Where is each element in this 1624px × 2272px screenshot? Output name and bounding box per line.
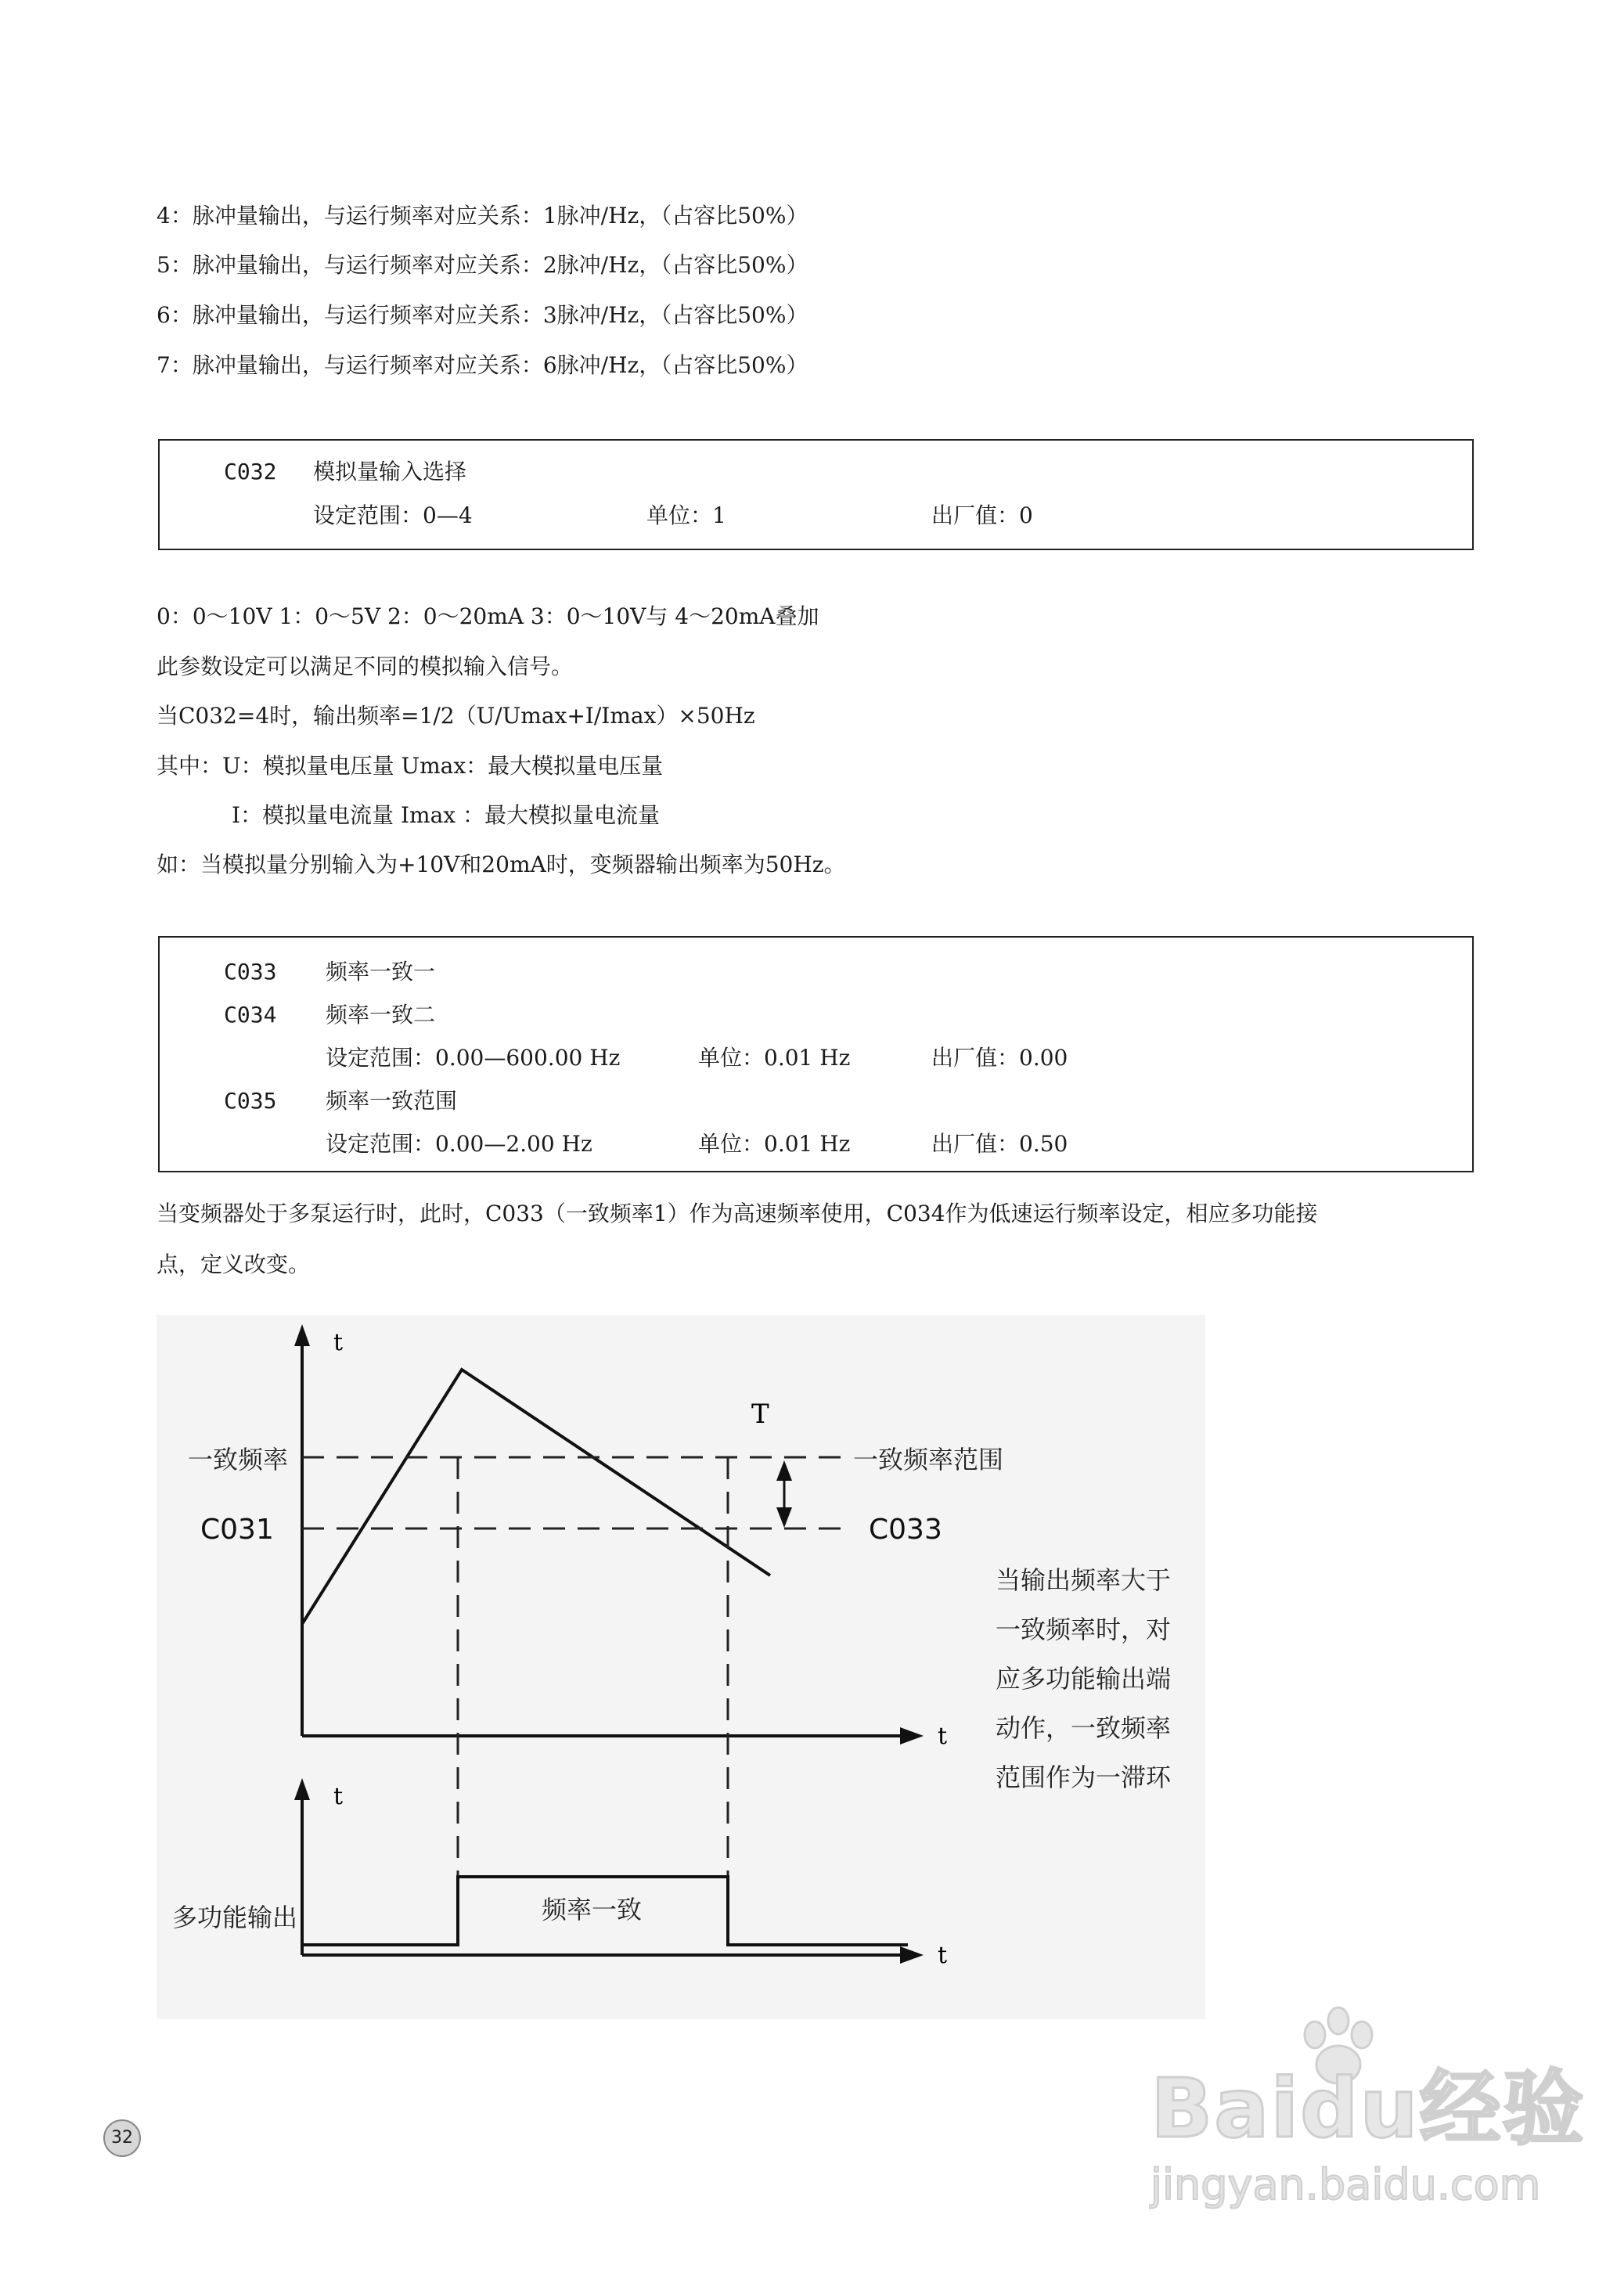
param-range: 设定范围：0.00—2.00 Hz: [326, 1131, 592, 1157]
desc-text: 此参数设定可以满足不同的模拟输入信号。: [157, 654, 574, 679]
parameter-box-c033: [158, 936, 1474, 1172]
paragraph-line: 当变频器处于多泵运行时，此时，C033（一致频率1）作为高速频率使用，C034作为低速运行频率设定，相应多功能接: [157, 1201, 1318, 1226]
list-item: 5：脉冲量输出，与运行频率对应关系：2脉冲/Hz，（占容比50%）: [157, 252, 808, 278]
note-line: 动作，一致频率: [996, 1713, 1172, 1743]
param-code: C033: [224, 959, 277, 985]
axis-label-t: t: [333, 1329, 344, 1356]
param-default: 出厂值：0.50: [931, 1131, 1068, 1157]
param-code: C035: [224, 1088, 277, 1114]
param-name: 频率一致二: [326, 1002, 436, 1028]
formula-text: 当C032=4时，输出频率=1/2（U/Umax+I/Imax）×50Hz: [157, 703, 755, 729]
label-T: T: [751, 1399, 769, 1430]
note-line: 范围作为一滞环: [996, 1763, 1172, 1792]
param-unit: 单位：1: [646, 502, 726, 528]
param-range: 设定范围：0.00—600.00 Hz: [326, 1045, 621, 1071]
param-unit: 单位：0.01 Hz: [698, 1131, 851, 1157]
label-range: 一致频率范围: [853, 1445, 1004, 1474]
axis-label-t: t: [333, 1783, 344, 1810]
list-item: 4：脉冲量输出，与运行频率对应关系：1脉冲/Hz，（占容比50%）: [157, 203, 808, 229]
label-freq-consistent: 频率一致: [542, 1895, 643, 1925]
page-number: 32: [103, 2119, 141, 2157]
note-line: 当输出频率大于: [996, 1565, 1172, 1595]
param-code: C034: [224, 1002, 277, 1028]
watermark-brand: Baidu经验: [1150, 2061, 1586, 2156]
param-name: 模拟量输入选择: [313, 459, 467, 484]
label-c031: C031: [200, 1514, 274, 1546]
parameter-box-c032: [158, 439, 1474, 550]
axis-label-t: t: [938, 1942, 948, 1969]
where-i-text: I：模拟量电流量 Imax ：最大模拟量电流量: [232, 802, 660, 828]
param-name: 频率一致一: [326, 959, 436, 985]
param-range: 设定范围：0—4: [313, 502, 473, 528]
param-name: 频率一致范围: [326, 1088, 458, 1114]
note-line: 一致频率时，对: [996, 1615, 1172, 1644]
paragraph-line: 点，定义改变。: [157, 1251, 311, 1277]
where-u-text: 其中：U：模拟量电压量 Umax：最大模拟量电压量: [157, 753, 664, 779]
label-consistent-freq: 一致频率: [188, 1445, 289, 1474]
param-unit: 单位：0.01 Hz: [698, 1045, 851, 1071]
label-multi-output: 多功能输出: [172, 1903, 298, 1932]
example-text: 如：当模拟量分别输入为+10V和20mA时，变频器输出频率为50Hz。: [157, 852, 846, 877]
list-item: 6：脉冲量输出，与运行频率对应关系：3脉冲/Hz，（占容比50%）: [157, 302, 808, 328]
note-line: 应多功能输出端: [996, 1664, 1172, 1694]
frequency-consistency-diagram: [157, 1315, 1205, 2019]
watermark-url: jingyan.baidu.com: [1150, 2160, 1541, 2209]
baidu-watermark: [1135, 2011, 1586, 2231]
param-default: 出厂值：0: [931, 502, 1033, 528]
axis-label-t: t: [938, 1723, 948, 1750]
label-c033: C033: [869, 1514, 942, 1546]
param-default: 出厂值：0.00: [931, 1045, 1068, 1071]
list-item: 7：脉冲量输出，与运行频率对应关系：6脉冲/Hz，（占容比50%）: [157, 352, 808, 378]
param-code: C032: [224, 459, 277, 484]
options-text: 0：0～10V 1：0～5V 2：0～20mA 3：0～10V与 4～20mA叠加: [157, 603, 819, 629]
